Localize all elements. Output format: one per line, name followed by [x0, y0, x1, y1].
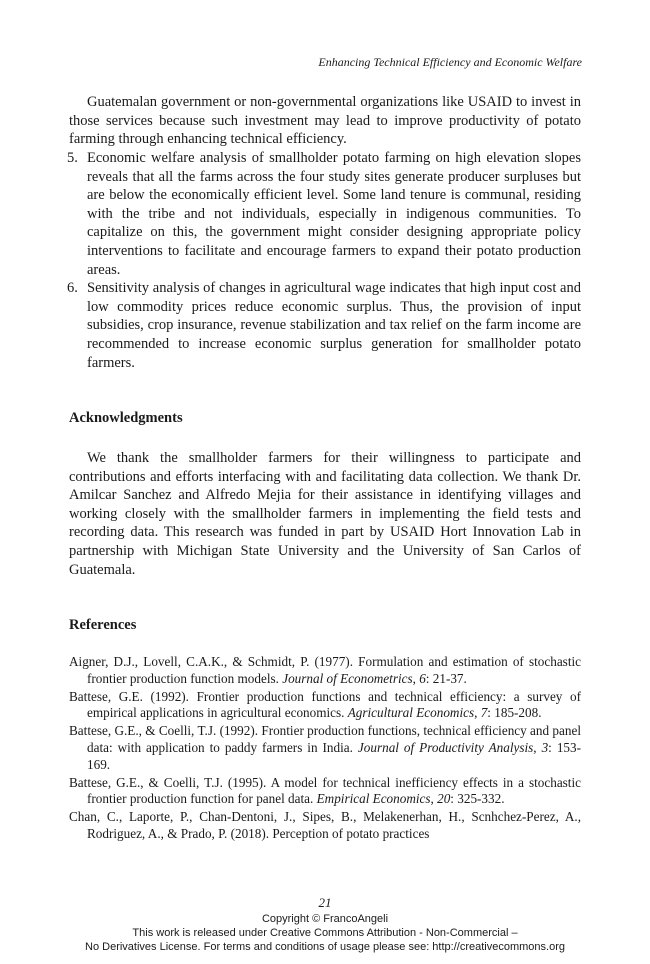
page-number: 21 — [318, 895, 332, 910]
references-list — [69, 654, 581, 844]
reference-text: Aigner, D.J., Lovell, C.A.K., & Schmidt, P. (1977). Formulation and estimation of stochastic frontier production function models. — [69, 654, 581, 686]
reference-text: Battese, G.E., & Coelli, T.J. (1992). Frontier production functions, technical efficiency and panel data: with application to paddy farmers in India. — [69, 723, 581, 755]
reference-volume: 20 — [437, 791, 451, 807]
reference-pages: : 21-37. — [425, 670, 467, 686]
continued-paragraph: Guatemalan government or non-governmental organizations like USAID to invest in those services because such investment may lead to improve productivity of potato farming through enhancing technical efficiency. — [69, 94, 581, 148]
finding-item — [69, 279, 581, 372]
license-notice-line-2: No Derivatives License. For terms and conditions of usage please see: http://creativecommons.org — [85, 941, 565, 953]
reference-entry — [69, 775, 581, 809]
copyright-notice: Copyright © FrancoAngeli — [261, 913, 389, 925]
reference-separator: , — [430, 791, 438, 807]
reference-journal: Journal of Econometrics — [282, 670, 413, 686]
findings-list — [69, 149, 581, 372]
reference-journal: Journal of Productivity Analysis — [357, 739, 534, 755]
reference-entry — [69, 809, 581, 843]
finding-text: Sensitivity analysis of changes in agricultural wage indicates that high input cost and low commodity prices reduce economic surplus. Thus, the provision of input subsidies, crop insurance, revenue stabilization and tax relief on the farm income are recommended to increase economic surplus generation for smallholder potato farmers. — [87, 280, 581, 371]
running-header: Enhancing Technical Efficiency and Economic Welfare — [318, 55, 582, 69]
reference-pages: : 153-169. — [87, 739, 581, 772]
reference-journal: Empirical Economics — [316, 791, 431, 807]
acknowledgments-heading: Acknowledgments — [69, 410, 183, 426]
finding-number: 5. — [67, 150, 78, 166]
finding-text: Economic welfare analysis of smallholder potato farming on high elevation slopes reveals that all the farms across the four study sites generate producer surpluses but are below the economically efficient level. Some land tenure is communal, residing with the tribe and not individuals, especially in indigenous communities. To capitalize on this, the government might consider designing appropriate policy interventions to facilitate and encourage farmers to expand their potato production areas. — [87, 150, 581, 278]
reference-separator: , — [533, 739, 542, 755]
reference-text: Battese, G.E., & Coelli, T.J. (1995). A model for technical inefficiency effects in a stochastic frontier production function for panel data. — [69, 774, 581, 807]
reference-volume: 7 — [480, 705, 488, 721]
references-heading: References — [69, 617, 137, 633]
reference-pages: : 185-208. — [487, 705, 542, 721]
finding-number: 6. — [67, 280, 78, 297]
reference-volume: 6 — [419, 670, 426, 686]
reference-entry — [69, 654, 581, 688]
finding-item — [69, 149, 581, 279]
acknowledgments-paragraph: We thank the smallholder farmers for their willingness to participate and contributions and efforts interfacing with and facilitating data collection. We thank Dr. Amilcar Sanchez and Alfredo Mejia for their assistance in identifying villages and working closely with the smallholder farmers in implementing the field tests and recording data. This research was funded in part by USAID Hort Innovation Lab in partnership with Michigan State University and the University of San Carlos of Guatemala. — [69, 450, 581, 578]
reference-text: Battese, G.E. (1992). Frontier production functions and technical efficiency: a survey of empirical applications in agricultural economics. — [69, 688, 581, 721]
reference-separator: , — [474, 705, 481, 721]
reference-entry — [69, 689, 581, 723]
reference-volume: 3 — [541, 739, 549, 755]
reference-entry — [69, 723, 581, 773]
reference-pages: : 325-332. — [450, 791, 505, 807]
reference-separator: , — [412, 670, 420, 686]
reference-journal: Agricultural Economics — [347, 705, 475, 721]
reference-text: Chan, C., Laporte, P., Chan-Dentoni, J., Sipes, B., Melakenerhan, H., Scnhchez-Perez, A., Rodriguez, A., & Prado, P. (2018). Perception of potato practices — [69, 809, 581, 841]
license-notice-line-1: This work is released under Creative Commons Attribution - Non-Commercial – — [132, 927, 518, 939]
